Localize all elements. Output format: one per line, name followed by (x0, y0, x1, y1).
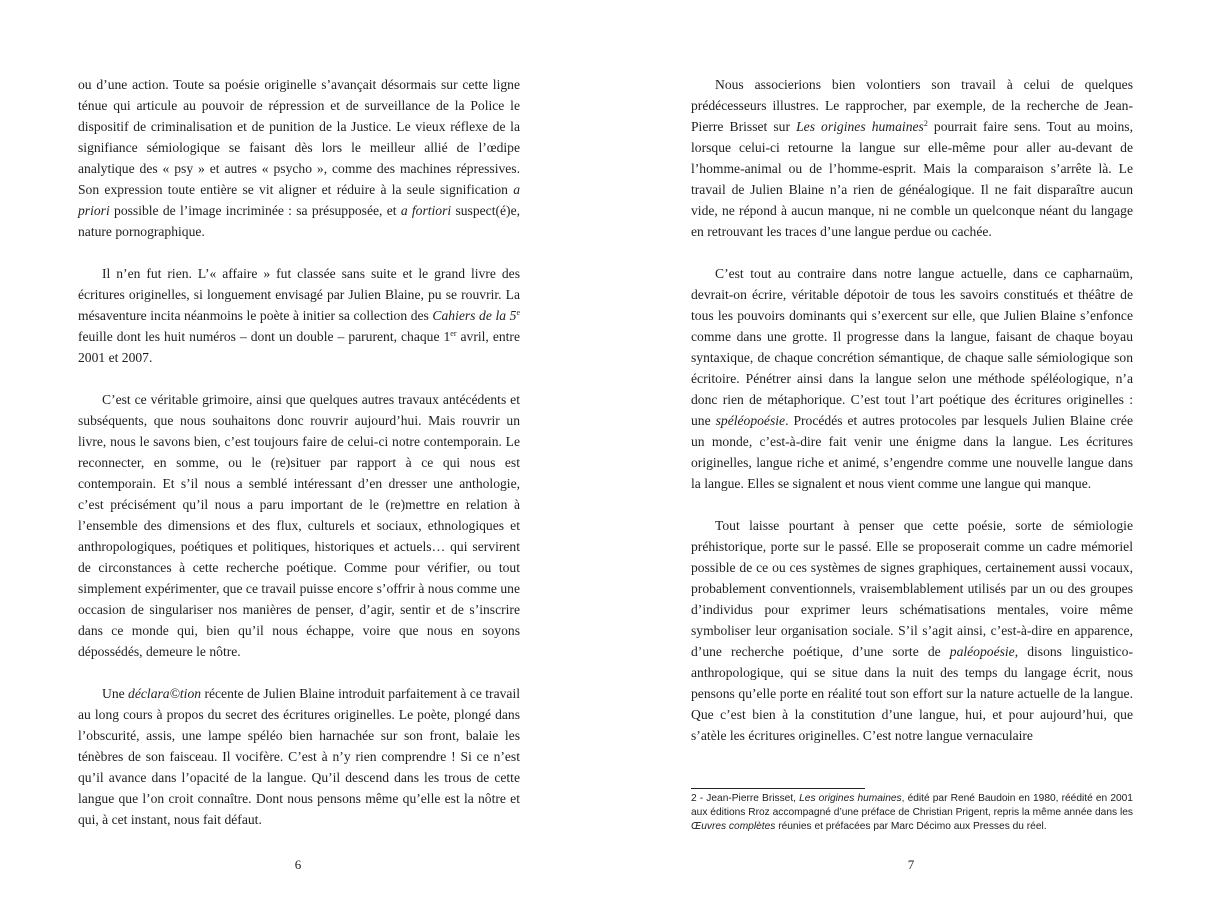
right-page (605, 0, 1210, 913)
text-run: ou d’une action. Toute sa poésie originelle s’avançait désormais sur cette ligne ténue qui articule au pouvoir de répression et de surveillance de la Police le dispositif de criminalisation et de punition de la Justice. Le vieux réflexe de la signifiance sémiologique se faisant dès lors le meilleur allié de l’œdipe analytique des « psy » et autres « psycho », comme des machines répressives. Son expression toute entière se vit aligner et réduire à la seule signification (78, 77, 520, 197)
text-run: . Procédés et autres protocoles par lesquels Julien Blaine crée un monde, c’est-à-dire fait venir une énigme dans la langue. Les écritures originelles, langue riche et animé, s’engendre comme une nouvelle langue dans la langue. Elles se signalent et nous vient comme une langue qui manque. (691, 413, 1133, 491)
paragraph (691, 515, 1133, 746)
text-run: feuille dont les huit numéros – dont un double – parurent, chaque 1 (78, 329, 451, 344)
paragraph (78, 683, 520, 830)
text-run: C’est tout au contraire dans notre langue actuelle, dans ce capharnaüm, devrait-on écrire, véritable dépotoir de tous les savoirs constitués et théâtre de tous les pouvoirs dominants qui s’exercent sur elle, que Julien Blaine s’enfonce comme dans une grotte. Il progresse dans la langue, faisant de chaque boyau syntaxique, de chaque concrétion sémantique, de chaque salle sémiologique son écritoire. Pénétrer ainsi dans la langue selon une méthode spéléologique, n’a donc rien de métaphorique. C’est tout l’art poétique des écritures originelles : une (691, 266, 1133, 428)
page-number-right: 7 (907, 857, 915, 872)
italic-text: Les origines humaines (799, 793, 902, 804)
italic-text: déclara©tion (128, 686, 202, 701)
text-run: Tout laisse pourtant à penser que cette poésie, sorte de sémiologie préhistorique, porte sur le passé. Elle se proposerait comme un cadre mémoriel possible de ce ou ces systèmes de signes graphiques, certainement aussi vocaux, probablement conventionnels, vraisemblablement utilisés par un ou des groupes d’individus pour exprimer leurs schématisations mentales, voire même symboliser leur organisation sociale. S’il s’agit ainsi, c’est-à-dire en apparence, d’une recherche poétique, d’une sorte de (691, 518, 1133, 659)
text-run: réunies et préfacées par Marc Décimo aux Presses du réel. (775, 821, 1047, 832)
text-run: 2 - Jean-Pierre Brisset, (691, 793, 800, 804)
text-run: , édité par René Baudoin en 1980, réédité en 2001 aux éditions Rroz accompagné d’une préface de Christian Prigent, repris la même année dans les (691, 793, 1133, 818)
text-run: C’est ce véritable grimoire, ainsi que quelques autres travaux antécédents et subséquents, que nous souhaitons donc rouvrir aujourd’hui. Mais rouvrir un livre, nous le savons bien, c’est toujours faire de celui-ci notre contemporain. Le reconnecter, en somme, ou le (re)situer par rapport à ce qui nous est contemporain. Et s’il nous a semblé intéressant d’en dresser une anthologie, c’est précisément qu’il nous a paru important de le (re)mettre en relation à l’ensemble des dimensions et des flux, culturels et sociaux, ethnologiques et anthropologiques, poétiques et politiques, historiques et actuels… qui servirent de circonstances à cette recherche poétique. Comme pour vérifier, ou tout simplement expérimenter, que ce travail puisse encore s’offrir à nous comme une occasion de singulariser nos manières de penser, d’agir, sentir et de s’inscrire dans ce monde qui, bien qu’il nous échappe, voire que nous en soyons dépossédés, demeure le nôtre. (78, 392, 520, 659)
italic-text: paléopoésie (949, 644, 1015, 659)
italic-text: a priori (78, 182, 520, 218)
italic-text: a fortiori (400, 203, 452, 218)
paragraph (78, 389, 520, 662)
text-run: récente de Julien Blaine introduit parfaitement à ce travail au long cours à propos du secret des écritures originelles. Le poète, plongé dans l’obscurité, assis, une lampe spéléo bien harnachée sur son front, balaie les ténèbres de son faisceau. Il vocifère. C’est à n’y rien comprendre ! Si ce n’est qu’il avance dans l’opacité de la langue. Qu’il descend dans les trous de cette langue que l’on croit connaître. Dont nous pensons même qu’elle est la nôtre et qui, à cet instant, nous fait défaut. (78, 686, 520, 827)
superscript-text: e (516, 308, 520, 317)
text-run: , disons linguistico-anthropologique, qui se situe dans la nuit des temps du langage écrit, nous pensons qu’elle porte en réalité tout son effort sur la nature actuelle de la langue. Que c’est bien à la constitution d’une langue, hui, et pour aujourd’hui, que s’atèle les écritures originelles. C’est notre langue vernaculaire (691, 644, 1133, 743)
text-run: Nous associerions bien volontiers son travail à celui de quelques prédécesseurs illustres. Le rapprocher, par exemple, de la recherche de Jean-Pierre Brisset sur (691, 77, 1133, 134)
footnote-separator (691, 788, 865, 789)
text-run: possible de l’image incriminée : sa présupposée, et (109, 203, 401, 218)
italic-text: Œuvres complètes (691, 821, 776, 832)
paragraph (78, 74, 520, 242)
left-page-body-text (78, 74, 520, 830)
text-run: Il n’en fut rien. L’« affaire » fut classée sans suite et le grand livre des écritures originelles, si longuement envisagé par Julien Blaine, pu se rouvrir. La mésaventure incita néanmoins le poète à initier sa collection des (78, 266, 520, 323)
footnote (691, 792, 1133, 834)
paragraph (78, 263, 520, 368)
page-number-left: 6 (294, 857, 302, 872)
right-page-body-text (691, 74, 1133, 746)
paragraph (691, 263, 1133, 494)
text-run: Une (102, 686, 129, 701)
text-run: pourrait faire sens. Tout au moins, lorsque celui-ci retourne la langue sur elle-même pour aller au-devant de l’homme-animal ou de l’homme-esprit. Mais la comparaison s’arrête là. Le travail de Julien Blaine n’a rien de généalogique. Il ne fait disparaître aucun vide, ne répond à aucun manque, ni ne comble un quelconque néant du langage en retrouvant les traces d’une langue perdue ou cachée. (691, 119, 1133, 239)
superscript-text: 2 (923, 119, 928, 128)
italic-text: Les origines humaines (796, 119, 924, 134)
text-run: suspect(é)e, nature pornographique. (78, 203, 521, 239)
paragraph (691, 74, 1133, 242)
superscript-text: er (450, 329, 457, 338)
italic-text: Cahiers de la 5 (432, 308, 517, 323)
text-run: avril, entre 2001 et 2007. (78, 329, 520, 365)
italic-text: spéléopoésie (715, 413, 786, 428)
